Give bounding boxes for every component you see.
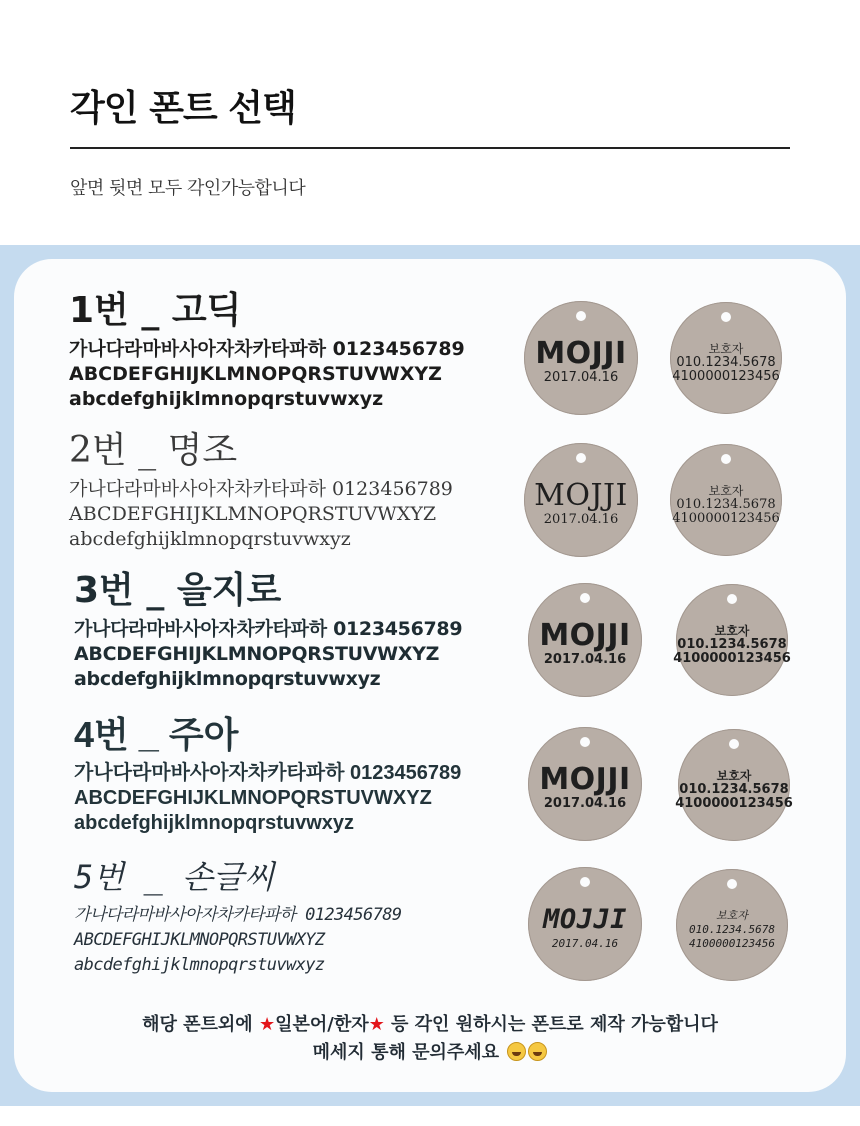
notice-message: 메세지 통해 문의주세요 [312, 1042, 500, 1063]
tag-serial: 4100000123456 [673, 651, 791, 666]
custom-font-notice [14, 1011, 846, 1067]
tag-guardian-label: 보호자 [708, 484, 744, 498]
tag-guardian-label: 보호자 [716, 769, 752, 783]
font-option-myeongjo[interactable] [14, 429, 846, 569]
tag-phone: 010.1234.5678 [676, 355, 776, 370]
star-icon: ★ [258, 1014, 276, 1035]
tag-serial: 4100000123456 [675, 796, 793, 811]
sample-lowercase: abcdefghijklmnopqrstuvwxyz [69, 528, 351, 550]
font-name: 3번 _ 을지로 [74, 570, 282, 611]
tag-hole [576, 311, 586, 321]
tag-front-preview [528, 867, 642, 981]
tag-date: 2017.04.16 [543, 796, 627, 811]
tag-phone: 010.1234.5678 [677, 637, 787, 652]
tag-guardian-label: 보호자 [716, 909, 748, 922]
font-sample-text [69, 429, 529, 552]
tag-back-preview [675, 729, 793, 841]
tag-serial: 4100000123456 [672, 369, 780, 384]
sample-lowercase: abcdefghijklmnopqrstuvwxyz [74, 955, 325, 975]
font-name: 4번 _ 주아 [74, 714, 239, 755]
sample-lowercase: abcdefghijklmnopqrstuvwxyz [69, 388, 384, 410]
sample-uppercase: ABCDEFGHIJKLMNOPQRSTUVWXYZ [74, 930, 325, 950]
page-subtitle: 앞면 뒷면 모두 각인가능합니다 [70, 178, 306, 199]
grinning-face-icon [507, 1042, 526, 1061]
font-sample-text [74, 569, 534, 692]
tag-phone: 010.1234.5678 [688, 923, 776, 936]
tag-hole [580, 877, 590, 887]
font-sample-panel [0, 245, 860, 1106]
sample-hangul-digits: 가나다라마바사아자차카타파하 0123456789 [74, 618, 463, 640]
sample-hangul-digits: 가나다라마바사아자차카타파하 0123456789 [69, 478, 453, 500]
page-title: 각인 폰트 선택 [70, 88, 296, 129]
font-sample-text [74, 713, 534, 836]
tag-pet-name: MOJJI [539, 618, 631, 653]
notice-text-b: 일본어/한자 [275, 1014, 369, 1035]
tag-hole [721, 454, 731, 464]
star-icon: ★ [368, 1014, 385, 1035]
font-sample-text [69, 289, 529, 412]
sample-uppercase: ABCDEFGHIJKLMNOPQRSTUVWXYZ [69, 503, 437, 525]
tag-front-preview [528, 727, 642, 841]
tag-guardian-label: 보호자 [708, 342, 744, 356]
font-sample-card [14, 259, 846, 1092]
tag-back-preview [670, 302, 782, 414]
sample-hangul-digits: 가나다라마바사아자차카타파하 0123456789 [69, 338, 465, 360]
notice-text-c: 등 각인 원하시는 폰트로 제작 가능합니다 [384, 1014, 718, 1035]
tag-hole [727, 879, 737, 889]
tag-date: 2017.04.16 [551, 937, 619, 950]
font-option-handwriting[interactable] [14, 855, 846, 995]
sample-uppercase: ABCDEFGHIJKLMNOPQRSTUVWXYZ [74, 643, 440, 665]
tag-hole [729, 739, 739, 749]
grinning-face-icon [528, 1042, 547, 1061]
tag-hole [580, 593, 590, 603]
tag-guardian-label: 보호자 [714, 624, 750, 638]
tag-hole [576, 453, 586, 463]
tag-hole [721, 312, 731, 322]
font-sample-text [74, 855, 534, 978]
sample-lowercase: abcdefghijklmnopqrstuvwxyz [74, 812, 355, 834]
font-name: 5번 _ 손글씨 [74, 858, 275, 896]
tag-hole [727, 594, 737, 604]
tag-date: 2017.04.16 [543, 370, 619, 385]
tag-phone: 010.1234.5678 [679, 782, 789, 797]
tag-pet-name: MOJJI [539, 762, 631, 797]
sample-uppercase: ABCDEFGHIJKLMNOPQRSTUVWXYZ [69, 363, 442, 385]
sample-lowercase: abcdefghijklmnopqrstuvwxyz [74, 668, 381, 690]
sample-uppercase: ABCDEFGHIJKLMNOPQRSTUVWXYZ [74, 787, 432, 809]
tag-pet-name: MOJJI [543, 904, 627, 935]
tag-pet-name: MOJJI [535, 336, 627, 371]
tag-phone: 010.1234.5678 [676, 497, 776, 512]
tag-back-preview [673, 584, 791, 696]
tag-front-preview [528, 583, 642, 697]
font-option-euljiro[interactable] [14, 569, 846, 709]
title-divider [70, 147, 790, 149]
tag-hole [580, 737, 590, 747]
notice-text-a: 해당 폰트외에 [142, 1014, 259, 1035]
tag-back-preview [670, 444, 782, 556]
tag-front-preview [524, 301, 638, 415]
sample-hangul-digits: 가나다라마바사아자차카타파하 0123456789 [74, 905, 402, 925]
notice-line-2 [14, 1039, 846, 1067]
tag-front-preview [524, 443, 638, 557]
tag-serial: 4100000123456 [672, 511, 780, 526]
notice-line-1 [14, 1011, 846, 1039]
tag-date: 2017.04.16 [543, 652, 627, 667]
tag-serial: 4100000123456 [688, 937, 776, 950]
font-name: 2번 _ 명조 [69, 430, 238, 471]
sample-hangul-digits: 가나다라마바사아자차카타파하 0123456789 [74, 762, 462, 784]
tag-date: 2017.04.16 [543, 512, 619, 527]
font-name: 1번 _ 고딕 [69, 290, 242, 331]
font-option-jua[interactable] [14, 713, 846, 853]
font-option-gothic[interactable] [14, 289, 846, 429]
tag-pet-name: MOJJI [534, 478, 628, 513]
tag-back-preview [676, 869, 788, 981]
